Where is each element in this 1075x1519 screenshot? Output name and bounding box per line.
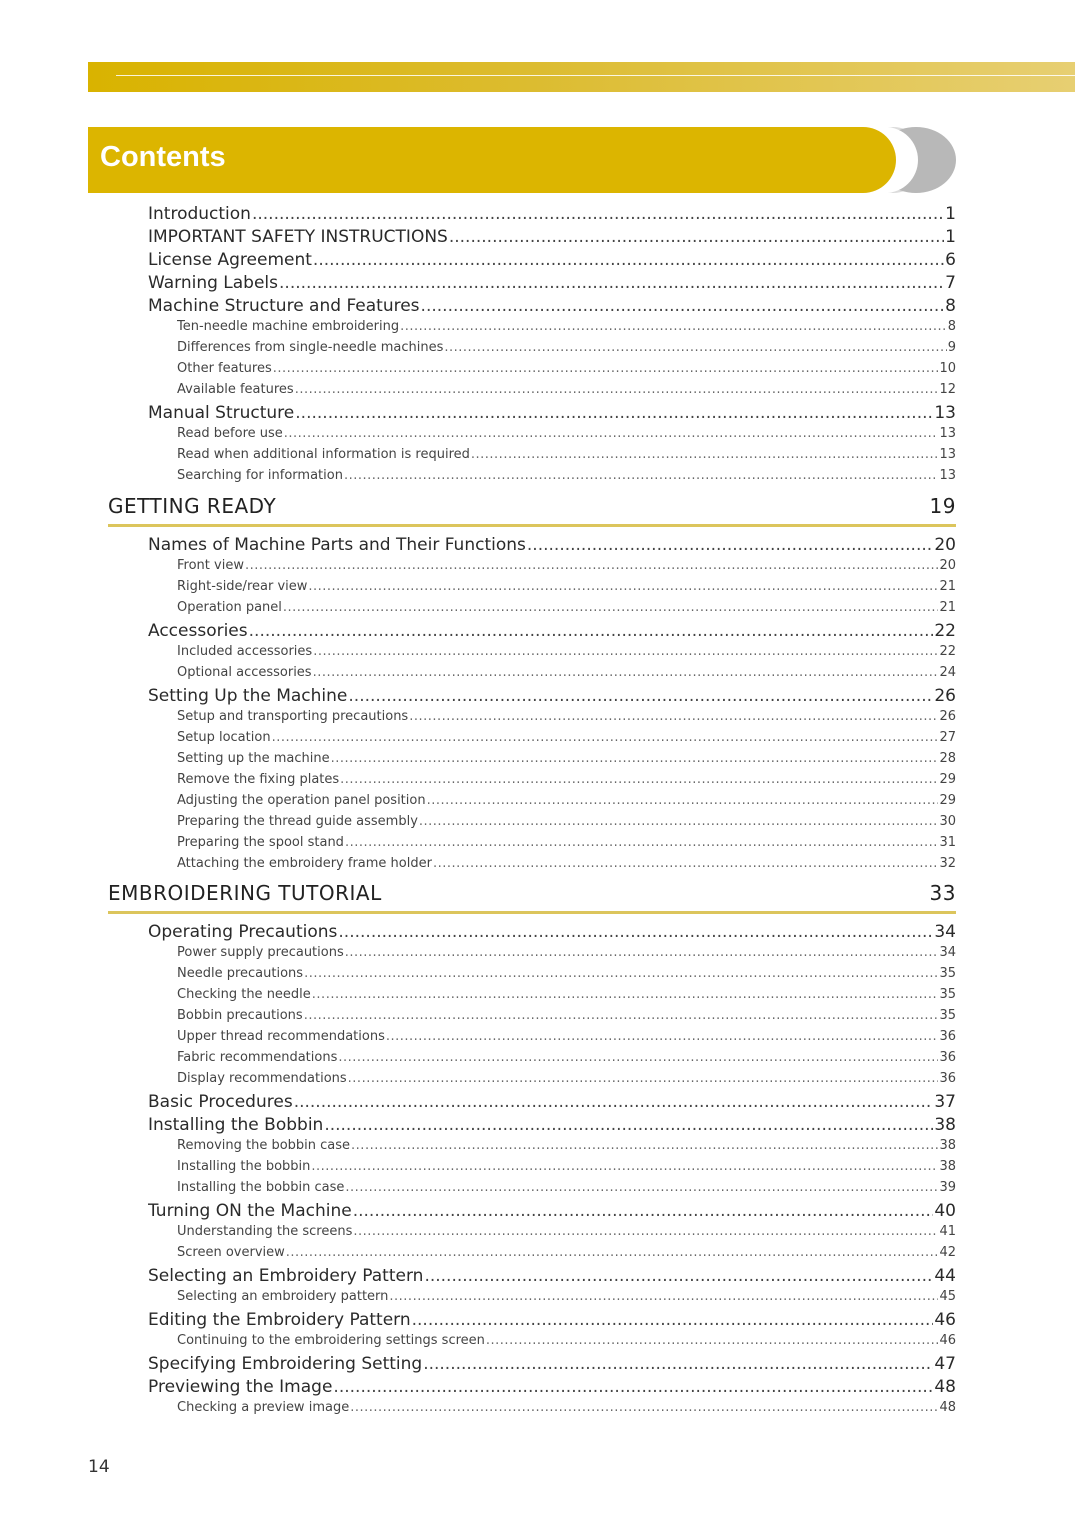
- section-title: EMBROIDERING TUTORIAL: [108, 881, 382, 905]
- dot-leader: [249, 621, 934, 641]
- toc-entry-title: Installing the Bobbin: [148, 1115, 324, 1135]
- toc-subentry[interactable]: [177, 966, 956, 984]
- toc-entry-page: 47: [934, 1354, 956, 1374]
- dot-leader: [350, 1400, 938, 1415]
- toc-entry-page: 6: [945, 250, 956, 270]
- toc-entry[interactable]: [148, 204, 956, 226]
- toc-entry-title: Installing the bobbin: [177, 1159, 311, 1174]
- toc-entry-page: 31: [939, 835, 956, 850]
- toc-subentry[interactable]: [177, 856, 956, 874]
- dot-leader: [353, 1224, 938, 1239]
- dot-leader: [400, 319, 947, 334]
- toc-entry-title: Read before use: [177, 426, 283, 441]
- toc-entry-page: 44: [934, 1266, 956, 1286]
- dot-leader: [389, 1289, 938, 1304]
- toc-entry-title: Previewing the Image: [148, 1377, 333, 1397]
- toc-entry-title: Power supply precautions: [177, 945, 344, 960]
- toc-entry-title: Checking the needle: [177, 987, 311, 1002]
- toc-entry-title: Setting up the machine: [177, 751, 330, 766]
- toc-subentry[interactable]: [177, 468, 956, 486]
- toc-entry-title: Setting Up the Machine: [148, 686, 348, 706]
- toc-entry-page: 1: [945, 227, 956, 247]
- toc-entry-title: License Agreement: [148, 250, 312, 270]
- dot-leader: [353, 1201, 934, 1221]
- toc-entry[interactable]: [148, 1092, 956, 1114]
- toc-entry-page: 27: [939, 730, 956, 745]
- toc-entry-page: 8: [947, 319, 956, 334]
- dot-leader: [313, 250, 944, 270]
- toc-subentry[interactable]: [177, 1289, 956, 1307]
- toc-entry-title: Manual Structure: [148, 403, 295, 423]
- toc-entry-page: 36: [939, 1071, 956, 1086]
- dot-leader: [294, 1092, 934, 1112]
- toc-entry[interactable]: [148, 686, 956, 708]
- dot-leader: [313, 665, 939, 680]
- toc-subentry[interactable]: [177, 340, 956, 358]
- toc-subentry[interactable]: [177, 1138, 956, 1156]
- toc-entry-title: Understanding the screens: [177, 1224, 353, 1239]
- section-page: 33: [929, 881, 956, 905]
- toc-entry-title: Basic Procedures: [148, 1092, 293, 1112]
- toc-entry-title: Operating Precautions: [148, 922, 338, 942]
- toc-entry-page: 36: [939, 1029, 956, 1044]
- dot-leader: [295, 382, 939, 397]
- toc-entry-title: Setup location: [177, 730, 271, 745]
- dot-leader: [471, 447, 939, 462]
- toc-entry-page: 39: [939, 1180, 956, 1195]
- toc-entry-page: 41: [939, 1224, 956, 1239]
- toc-entry[interactable]: [148, 1201, 956, 1223]
- toc-entry[interactable]: [148, 227, 956, 249]
- page-title: Contents: [100, 141, 226, 173]
- toc-entry-page: 28: [939, 751, 956, 766]
- toc-entry-page: 7: [945, 273, 956, 293]
- toc-entry-page: 48: [934, 1377, 956, 1397]
- page-number: 14: [88, 1457, 110, 1477]
- dot-leader: [304, 1008, 939, 1023]
- toc-entry-page: 13: [939, 468, 956, 483]
- toc-entry-page: 42: [939, 1245, 956, 1260]
- dot-leader: [295, 403, 933, 423]
- dot-leader: [331, 751, 939, 766]
- dot-leader: [273, 361, 939, 376]
- toc-entry-title: IMPORTANT SAFETY INSTRUCTIONS: [148, 227, 448, 247]
- toc-subentry[interactable]: [177, 600, 956, 618]
- dot-leader: [338, 922, 933, 942]
- dot-leader: [304, 966, 938, 981]
- toc-subentry[interactable]: [177, 319, 956, 337]
- dot-leader: [486, 1333, 939, 1348]
- toc-subentry[interactable]: [177, 987, 956, 1005]
- dot-leader: [449, 227, 944, 247]
- toc-entry-title: Remove the fixing plates: [177, 772, 340, 787]
- toc-subentry[interactable]: [177, 1180, 956, 1198]
- section-title: GETTING READY: [108, 494, 277, 518]
- toc-entry-page: 48: [939, 1400, 956, 1415]
- dot-leader: [348, 1071, 939, 1086]
- toc-subentry[interactable]: [177, 1400, 956, 1418]
- toc-entry-page: 21: [939, 579, 956, 594]
- dot-leader: [424, 1266, 933, 1286]
- toc-subentry[interactable]: [177, 558, 956, 576]
- dot-leader: [351, 1138, 938, 1153]
- toc-entry-title: Right-side/rear view: [177, 579, 308, 594]
- toc-subentry[interactable]: [177, 426, 956, 444]
- toc-subentry[interactable]: [177, 793, 956, 811]
- toc-entry-title: Preparing the spool stand: [177, 835, 344, 850]
- toc-entry-title: Adjusting the operation panel position: [177, 793, 426, 808]
- toc-entry-title: Selecting an Embroidery Pattern: [148, 1266, 424, 1286]
- toc-entry-title: Display recommendations: [177, 1071, 347, 1086]
- toc-entry-page: 9: [947, 340, 956, 355]
- dot-leader: [283, 600, 939, 615]
- toc-entry-page: 36: [939, 1050, 956, 1065]
- dot-leader: [308, 579, 938, 594]
- toc-entry-page: 13: [939, 426, 956, 441]
- toc-subentry[interactable]: [177, 1333, 956, 1351]
- toc-subentry[interactable]: [177, 1008, 956, 1026]
- toc-entry-title: Removing the bobbin case: [177, 1138, 351, 1153]
- toc-entry-page: 40: [934, 1201, 956, 1221]
- section-page: 19: [929, 494, 956, 518]
- toc-entry-title: Attaching the embroidery frame holder: [177, 856, 432, 871]
- dot-leader: [313, 644, 938, 659]
- toc-entry-title: Included accessories: [177, 644, 313, 659]
- toc-subentry[interactable]: [177, 579, 956, 597]
- toc-entry-page: 21: [939, 600, 956, 615]
- toc-entry[interactable]: [148, 1377, 956, 1399]
- dot-leader: [527, 535, 933, 555]
- toc-entry-title: Accessories: [148, 621, 248, 641]
- toc-entry-page: 1: [945, 204, 956, 224]
- toc-entry-page: 13: [934, 403, 956, 423]
- toc-entry-title: Front view: [177, 558, 244, 573]
- toc-subentry[interactable]: [177, 644, 956, 662]
- dot-leader: [286, 1245, 939, 1260]
- toc-entry-page: 20: [939, 558, 956, 573]
- toc-entry[interactable]: [148, 1310, 956, 1332]
- dot-leader: [312, 987, 939, 1002]
- toc-entry-title: Introduction: [148, 204, 251, 224]
- toc-entry[interactable]: [148, 1266, 956, 1288]
- toc-entry-page: 35: [939, 966, 956, 981]
- toc-entry[interactable]: [148, 535, 956, 557]
- toc-entry-page: 10: [939, 361, 956, 376]
- toc-entry-page: 13: [939, 447, 956, 462]
- toc-subentry[interactable]: [177, 772, 956, 790]
- dot-leader: [345, 835, 939, 850]
- toc-entry-title: Names of Machine Parts and Their Functions: [148, 535, 526, 555]
- dot-leader: [252, 204, 944, 224]
- toc-entry[interactable]: [148, 403, 956, 425]
- toc-subentry[interactable]: [177, 945, 956, 963]
- dot-leader: [412, 1310, 934, 1330]
- toc-entry-page: 38: [934, 1115, 956, 1135]
- toc-entry-page: 46: [934, 1310, 956, 1330]
- toc-entry-title: Specifying Embroidering Setting: [148, 1354, 423, 1374]
- toc-entry[interactable]: [148, 922, 956, 944]
- toc-entry-title: Read when additional information is required: [177, 447, 470, 462]
- toc-entry-title: Needle precautions: [177, 966, 304, 981]
- toc-subentry[interactable]: [177, 665, 956, 683]
- toc-entry[interactable]: [148, 621, 956, 643]
- toc-entry-page: 34: [939, 945, 956, 960]
- dot-leader: [344, 468, 939, 483]
- toc-entry-title: Selecting an embroidery pattern: [177, 1289, 389, 1304]
- toc-entry-page: 30: [939, 814, 956, 829]
- dot-leader: [433, 856, 938, 871]
- toc-entry-page: 45: [939, 1289, 956, 1304]
- toc-entry-title: Setup and transporting precautions: [177, 709, 409, 724]
- toc-subentry[interactable]: [177, 730, 956, 748]
- toc-entry[interactable]: [148, 1354, 956, 1376]
- toc-entry-page: 32: [939, 856, 956, 871]
- section-heading[interactable]: [108, 494, 956, 527]
- dot-leader: [279, 273, 944, 293]
- contents-banner: [88, 127, 896, 193]
- toc-entry-title: Editing the Embroidery Pattern: [148, 1310, 411, 1330]
- dot-leader: [338, 1050, 938, 1065]
- header-band: [88, 62, 1075, 92]
- dot-leader: [427, 793, 939, 808]
- toc-subentry[interactable]: [177, 1029, 956, 1047]
- dot-leader: [423, 1354, 933, 1374]
- toc-entry-page: 8: [945, 296, 956, 316]
- dot-leader: [333, 1377, 933, 1397]
- toc-entry-title: Turning ON the Machine: [148, 1201, 352, 1221]
- toc-entry-title: Continuing to the embroidering settings screen: [177, 1333, 485, 1348]
- dot-leader: [386, 1029, 939, 1044]
- toc-entry-title: Ten-needle machine embroidering: [177, 319, 400, 334]
- header-band-rule: [116, 75, 1075, 76]
- dot-leader: [340, 772, 938, 787]
- toc-entry-title: Checking a preview image: [177, 1400, 350, 1415]
- toc-entry-page: 22: [934, 621, 956, 641]
- toc-subentry[interactable]: [177, 1050, 956, 1068]
- dot-leader: [421, 296, 945, 316]
- toc-entry-title: Installing the bobbin case: [177, 1180, 345, 1195]
- dot-leader: [245, 558, 939, 573]
- toc-entry-page: 24: [939, 665, 956, 680]
- dot-leader: [419, 814, 939, 829]
- toc-entry-page: 38: [939, 1159, 956, 1174]
- toc-entry-title: Differences from single-needle machines: [177, 340, 444, 355]
- toc-entry-title: Screen overview: [177, 1245, 285, 1260]
- toc-entry[interactable]: [148, 250, 956, 272]
- toc-entry-page: 26: [939, 709, 956, 724]
- toc-subentry[interactable]: [177, 814, 956, 832]
- toc-subentry[interactable]: [177, 1159, 956, 1177]
- dot-leader: [345, 1180, 938, 1195]
- toc-entry-page: 29: [939, 772, 956, 787]
- toc-entry[interactable]: [148, 273, 956, 295]
- dot-leader: [348, 686, 933, 706]
- toc-entry-title: Operation panel: [177, 600, 282, 615]
- section-heading[interactable]: [108, 881, 956, 914]
- toc-subentry[interactable]: [177, 751, 956, 769]
- toc-entry-title: Preparing the thread guide assembly: [177, 814, 418, 829]
- toc-entry-page: 26: [934, 686, 956, 706]
- toc-entry-page: 12: [939, 382, 956, 397]
- toc-subentry[interactable]: [177, 447, 956, 465]
- toc-entry[interactable]: [148, 296, 956, 318]
- toc-subentry[interactable]: [177, 382, 956, 400]
- toc-entry-title: Machine Structure and Features: [148, 296, 420, 316]
- toc-entry-title: Upper thread recommendations: [177, 1029, 385, 1044]
- toc-entry-title: Warning Labels: [148, 273, 279, 293]
- toc-entry-title: Fabric recommendations: [177, 1050, 338, 1065]
- toc-entry-page: 46: [939, 1333, 956, 1348]
- dot-leader: [345, 945, 939, 960]
- toc-entry-page: 34: [934, 922, 956, 942]
- toc-entry-page: 22: [939, 644, 956, 659]
- toc-entry-page: 20: [934, 535, 956, 555]
- toc-entry[interactable]: [148, 1115, 956, 1137]
- toc-entry-page: 35: [939, 1008, 956, 1023]
- dot-leader: [284, 426, 939, 441]
- toc-entry-title: Other features: [177, 361, 272, 376]
- toc-entry-page: 38: [939, 1138, 956, 1153]
- dot-leader: [409, 709, 938, 724]
- dot-leader: [311, 1159, 938, 1174]
- toc-subentry[interactable]: [177, 835, 956, 853]
- toc-entry-title: Searching for information: [177, 468, 343, 483]
- dot-leader: [324, 1115, 933, 1135]
- toc-entry-page: 37: [934, 1092, 956, 1112]
- toc-subentry[interactable]: [177, 1224, 956, 1242]
- toc-subentry[interactable]: [177, 1245, 956, 1263]
- toc-subentry[interactable]: [177, 709, 956, 727]
- toc-entry-page: 29: [939, 793, 956, 808]
- toc-entry-title: Optional accessories: [177, 665, 312, 680]
- toc-subentry[interactable]: [177, 1071, 956, 1089]
- dot-leader: [272, 730, 939, 745]
- toc-entry-title: Bobbin precautions: [177, 1008, 303, 1023]
- toc-entry-page: 35: [939, 987, 956, 1002]
- dot-leader: [444, 340, 946, 355]
- toc-subentry[interactable]: [177, 361, 956, 379]
- toc-entry-title: Available features: [177, 382, 294, 397]
